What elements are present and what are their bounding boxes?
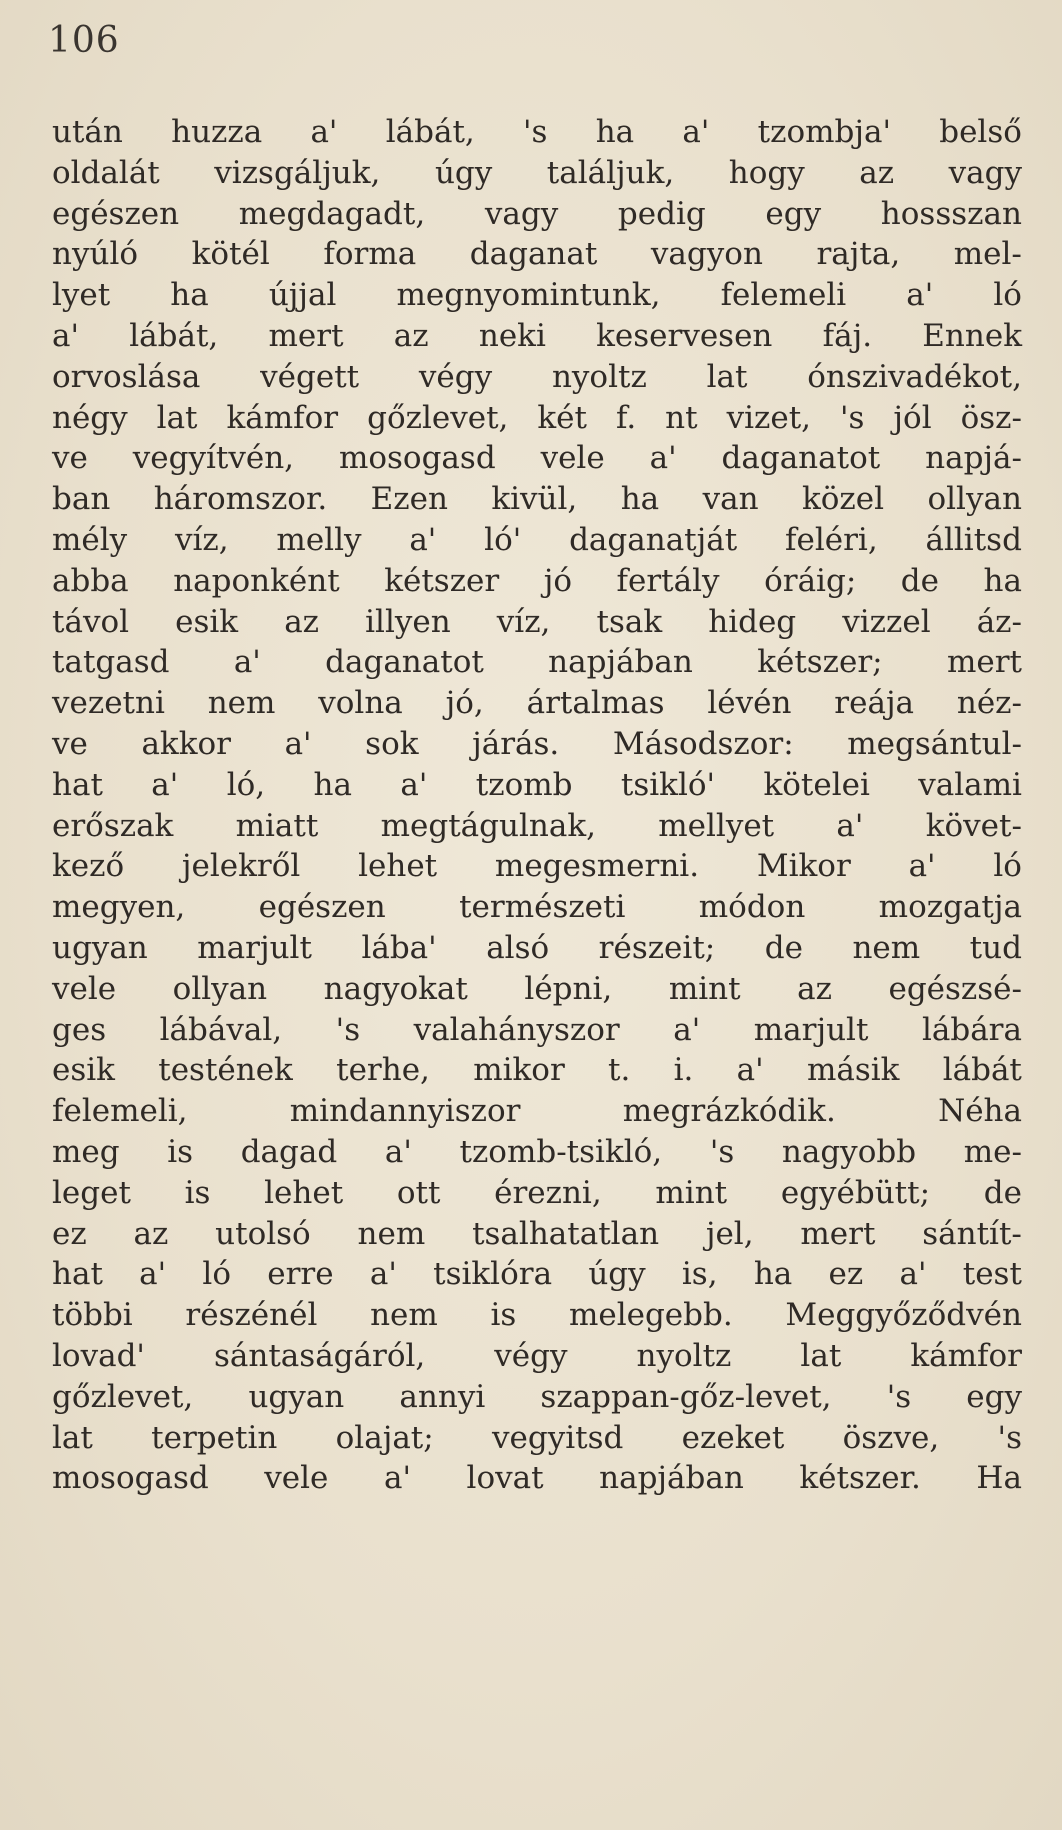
- page-number: 106: [48, 20, 120, 61]
- text-line: nyúló kötél forma daganat vagyon rajta, mel-: [52, 236, 1022, 273]
- text-line: a' lábát, mert az neki keservesen fáj. Ennek: [52, 317, 1022, 354]
- text-line: hat a' ló erre a' tsiklóra úgy is, ha ez a' test: [52, 1256, 1022, 1293]
- body-text: [52, 112, 1022, 1499]
- text-line: után huzza a' lábát, 's ha a' tzombja' belső: [52, 114, 1022, 150]
- text-line: lat terpetin olajat; vegyitsd ezeket öszve, 's: [52, 1419, 1022, 1456]
- text-line: ve akkor a' sok járás. Másodszor: megsántul-: [52, 725, 1022, 762]
- text-line: megyen, egészen természeti módon mozgatja: [52, 889, 1022, 926]
- text-line: hat a' ló, ha a' tzomb tsikló' kötelei valami: [52, 766, 1022, 803]
- text-line: erőszak miatt megtágulnak, mellyet a' követ-: [52, 807, 1022, 844]
- text-line: gőzlevet, ugyan annyi szappan-gőz-levet, 's egy: [52, 1378, 1022, 1415]
- text-line: kező jelekről lehet megesmerni. Mikor a' ló: [52, 848, 1022, 885]
- text-line: ges lábával, 's valahányszor a' marjult lábára: [52, 1011, 1022, 1048]
- text-line: mély víz, melly a' ló' daganatját feléri, állitsd: [52, 521, 1022, 558]
- text-line: lovad' sántaságáról, végy nyoltz lat kámfor: [52, 1337, 1022, 1374]
- text-line: négy lat kámfor gőzlevet, két f. nt vizet, 's jól ösz-: [52, 399, 1022, 436]
- text-line: orvoslása végett végy nyoltz lat ónszivadékot,: [52, 358, 1022, 395]
- text-line: ve vegyítvén, mosogasd vele a' daganatot napjá-: [52, 440, 1022, 477]
- text-line: lyet ha újjal megnyomintunk, felemeli a' ló: [52, 277, 1022, 314]
- text-line: távol esik az illyen víz, tsak hideg vizzel áz-: [52, 603, 1022, 640]
- text-line: mosogasd vele a' lovat napjában kétszer. Ha: [52, 1460, 1022, 1497]
- text-line: ez az utolsó nem tsalhatatlan jel, mert sántít-: [52, 1215, 1022, 1252]
- text-line: esik testének terhe, mikor t. i. a' másik lábát: [52, 1052, 1022, 1089]
- text-line: oldalát vizsgáljuk, úgy találjuk, hogy az vagy: [52, 154, 1022, 191]
- text-line: felemeli, mindannyiszor megrázkódik. Néha: [52, 1093, 1022, 1130]
- text-line: ugyan marjult lába' alsó részeit; de nem tud: [52, 929, 1022, 966]
- text-line: vezetni nem volna jó, ártalmas lévén reája néz-: [52, 685, 1022, 722]
- text-line: ban háromszor. Ezen kivül, ha van közel ollyan: [52, 481, 1022, 518]
- text-line: meg is dagad a' tzomb-tsikló, 's nagyobb me-: [52, 1133, 1022, 1170]
- text-line: többi részénél nem is melegebb. Meggyőződvén: [52, 1297, 1022, 1334]
- text-line: egészen megdagadt, vagy pedig egy hossszan: [52, 195, 1022, 232]
- text-line: vele ollyan nagyokat lépni, mint az egészsé-: [52, 970, 1022, 1007]
- text-line: leget is lehet ott érezni, mint egyébütt; de: [52, 1174, 1022, 1211]
- text-line: tatgasd a' daganatot napjában kétszer; mert: [52, 644, 1022, 681]
- text-line: abba naponként kétszer jó fertály óráig; de ha: [52, 562, 1022, 599]
